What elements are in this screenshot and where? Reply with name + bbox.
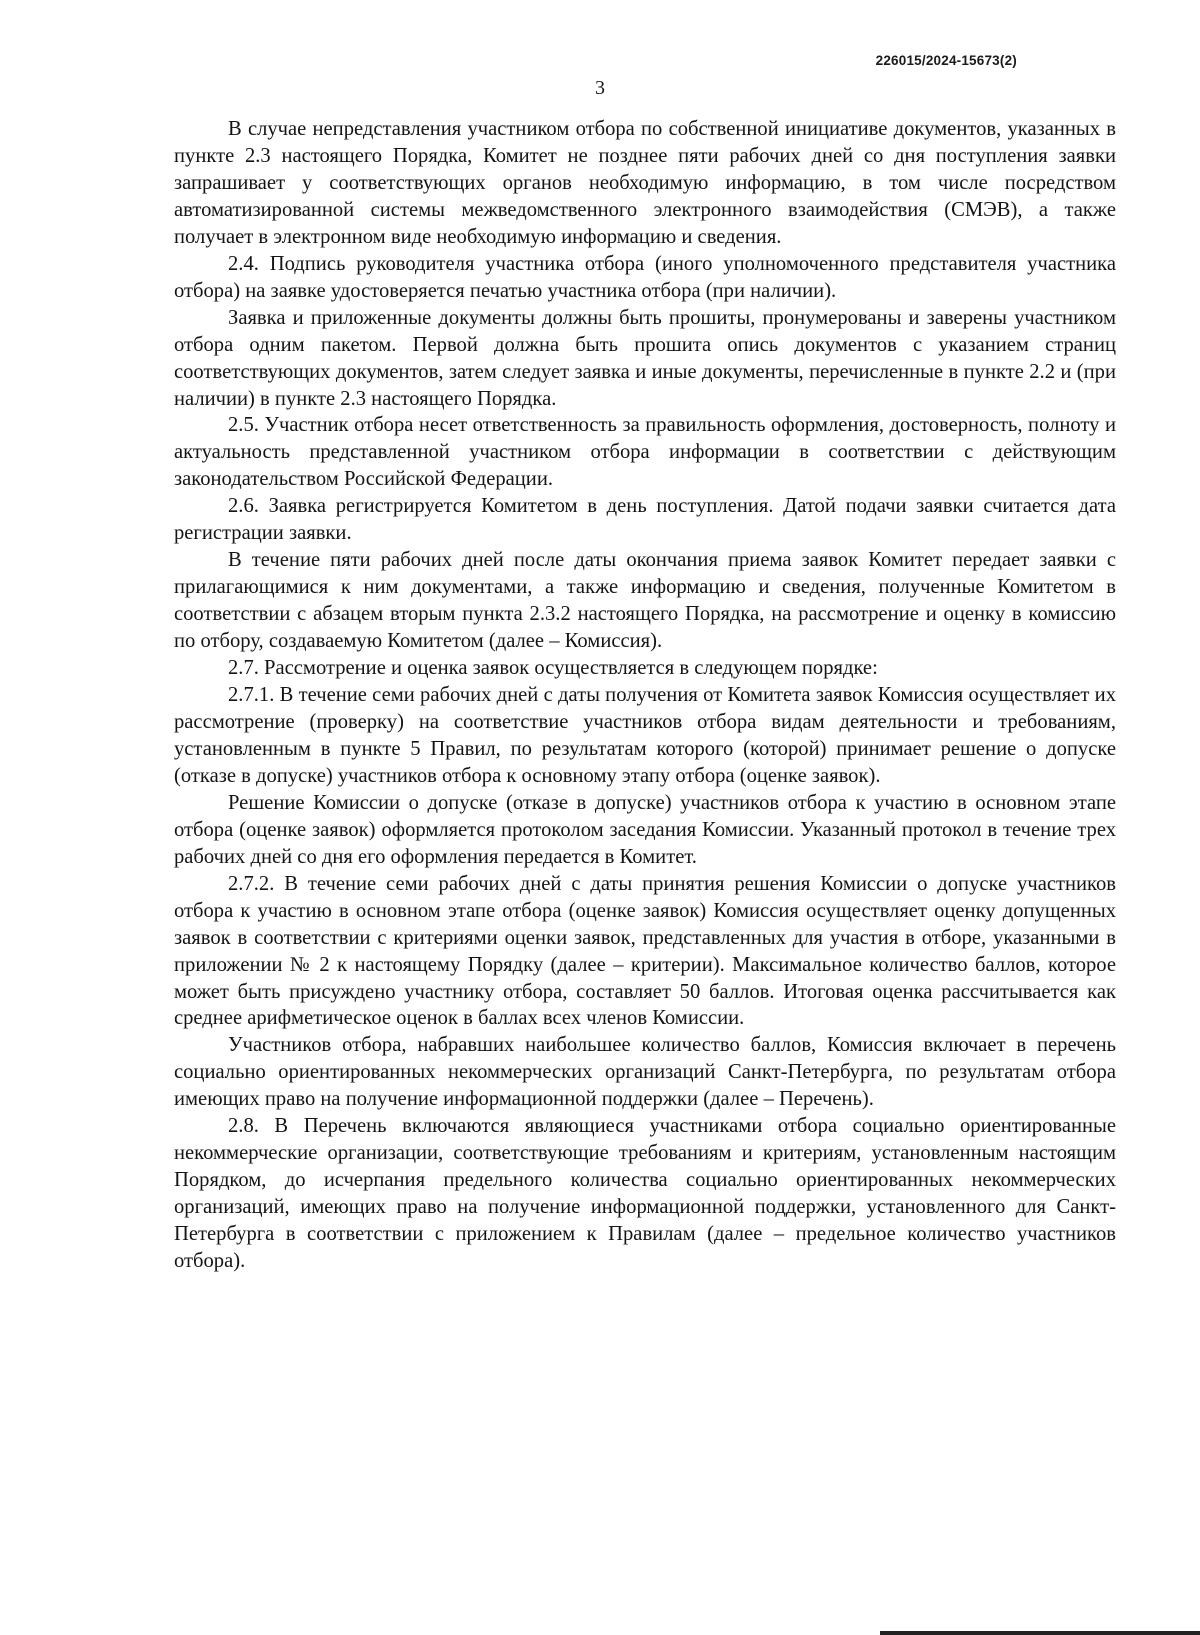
paragraph-2-6-registration: 2.6. Заявка регистрируется Комитетом в день поступления. Датой подачи заявки считается дата регистрации заявки. xyxy=(174,495,1116,545)
page-number: 3 xyxy=(595,77,605,99)
paragraph-2-7-procedure: 2.7. Рассмотрение и оценка заявок осуществляется в следующем порядке: xyxy=(228,657,878,680)
paragraph-2-7-1-review: 2.7.1. В течение семи рабочих дней с даты получения от Комитета заявок Комиссия осуществляет их рассмотрение (проверку) на соответствие участников отбора видам деятельности и требованиям, установленным в пункте 5 Правил, по результатам которого (которой) принимает решение о допуске (отказе в допуске) участников отбора к основному этапу отбора (оценке заявок). xyxy=(174,684,1116,787)
scan-edge-line xyxy=(880,1631,1200,1635)
paragraph-inclusion-list: Участников отбора, набравших наибольшее количество баллов, Комиссия включает в перечень социально ориентированных некоммерческих организаций Санкт-Петербурга, по результатам отбора имеющих право на получение информационной поддержки (далее – Перечень). xyxy=(174,1034,1116,1111)
paragraph-transfer-to-commission: В течение пяти рабочих дней после даты окончания приема заявок Комитет передает заявки с прилагающимися к ним документами, а также информацию и сведения, полученные Комитетом в соответствии с абзацем вторым пункта 2.3.2 настоящего Порядка, на рассмотрение и оценку в комиссию по отбору, создаваемую Комитетом (далее – Комиссия). xyxy=(174,549,1116,653)
paragraph-2-5-responsibility: 2.5. Участник отбора несет ответственность за правильность оформления, достоверность, полноту и актуальность представленной участником отбора информации в соответствии с действующим законодательством Российской Федерации. xyxy=(174,414,1116,491)
paragraph-2-4-signature: 2.4. Подпись руководителя участника отбора (иного уполномоченного представителя участника отбора) на заявке удостоверяется печатью участника отбора (при наличии). xyxy=(174,252,1116,302)
paragraph-2-7-2-evaluation: 2.7.2. В течение семи рабочих дней с даты принятия решения Комиссии о допуске участников отбора к участию в основном этапе отбора (оценке заявок) Комиссия осуществляет оценку допущенных заявок в соответствии с критериями оценки заявок, представленных для участия в отборе, указанными в приложении № 2 к настоящему Порядку (далее – критерии). Максимальное количество баллов, которое может быть присуждено участнику отбора, составляет 50 баллов. Итоговая оценка рассчитывается как среднее арифметическое оценок в баллах всех членов Комиссии. xyxy=(174,872,1116,1030)
paragraph-smev-request: В случае непредставления участником отбора по собственной инициативе документов, указанных в пункте 2.3 настоящего Порядка, Комитет не позднее пяти рабочих дней со дня поступления заявки запрашивает у соответствующих органов необходимую информацию, в том числе посредством автоматизированной системы межведомственного электронного взаимодействия (СМЭВ), а также получает в электронном виде необходимую информацию и сведения. xyxy=(174,118,1116,248)
paragraph-commission-decision: Решение Комиссии о допуске (отказе в допуске) участников отбора к участию в основном этапе отбора (оценке заявок) оформляется протоколом заседания Комиссии. Указанный протокол в течение трех рабочих дней со дня его оформления передается в Комитет. xyxy=(174,791,1116,868)
document-number: 226015/2024-15673(2) xyxy=(875,53,1017,68)
paragraph-binding-documents: Заявка и приложенные документы должны быть прошиты, пронумерованы и заверены участником отбора одним пакетом. Первой должна быть прошита опись документов с указанием страниц соответствующих документов, затем следует заявка и иные документы, перечисленные в пункте 2.2 и (при наличии) в пункте 2.3 настоящего Порядка. xyxy=(174,306,1116,410)
document-body xyxy=(174,116,1116,1275)
paragraph-2-8-list-limit: 2.8. В Перечень включаются являющиеся участниками отбора социально ориентированные некоммерческие организации, соответствующие требованиям и критериям, установленным настоящим Порядком, до исчерпания предельного количества социально ориентированных некоммерческих организаций, имеющих право на получение информационной поддержки, установленного для Санкт-Петербурга в соответствии с приложением к Правилам (далее – предельное количество участников отбора). xyxy=(174,1115,1116,1273)
